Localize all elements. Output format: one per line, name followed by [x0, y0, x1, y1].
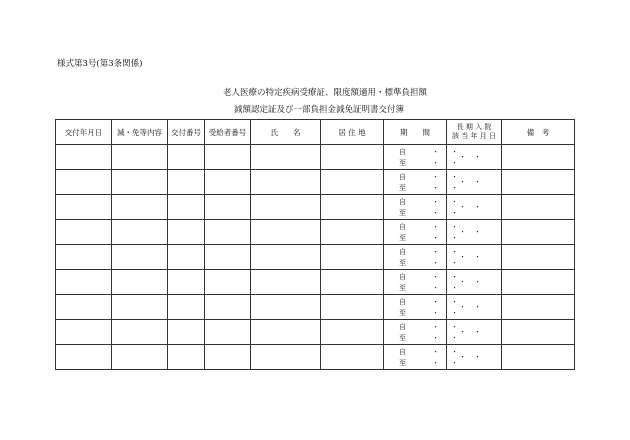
cell-issue-no[interactable] — [168, 320, 205, 345]
period-to-dots: ・・ — [432, 159, 470, 167]
long-stay-dots: ・・ — [459, 303, 489, 311]
period-to-label: 至 — [399, 334, 406, 342]
period-from-label: 自 — [399, 173, 406, 181]
cell-period[interactable] — [384, 220, 470, 245]
period-from-label: 自 — [399, 298, 406, 306]
period-from-dots: ・・ — [432, 198, 470, 206]
cell-name[interactable] — [251, 195, 321, 220]
header-period: 期 間 — [384, 120, 447, 145]
period-to-dots: ・・ — [432, 359, 470, 367]
long-stay-dots: ・・ — [459, 353, 489, 361]
cell-remarks[interactable] — [502, 220, 575, 245]
period-from-label: 自 — [399, 348, 406, 356]
header-date: 交付年月日 — [56, 120, 112, 145]
cell-period[interactable] — [384, 145, 470, 170]
cell-remarks[interactable] — [502, 295, 575, 320]
cell-date[interactable] — [56, 295, 112, 320]
issuance-register-table — [55, 119, 575, 370]
period-from-label: 自 — [399, 273, 406, 281]
cell-address[interactable] — [321, 220, 384, 245]
cell-date[interactable] — [56, 220, 112, 245]
period-to-dots: ・・ — [432, 334, 470, 342]
cell-name[interactable] — [251, 320, 321, 345]
cell-reduction[interactable] — [112, 145, 168, 170]
cell-address[interactable] — [321, 145, 384, 170]
period-from-dots: ・・ — [432, 323, 470, 331]
cell-remarks[interactable] — [502, 145, 575, 170]
cell-period[interactable] — [384, 320, 470, 345]
cell-remarks[interactable] — [502, 245, 575, 270]
header-long-stay — [447, 120, 502, 145]
period-to-label: 至 — [399, 309, 406, 317]
period-from-dots: ・・ — [432, 273, 470, 281]
cell-name[interactable] — [251, 145, 321, 170]
form-number: 様式第3号(第3条関係) — [57, 59, 143, 69]
cell-reduction[interactable] — [112, 245, 168, 270]
cell-reduction[interactable] — [112, 295, 168, 320]
cell-recipient-no[interactable] — [205, 270, 251, 295]
period-from-dots: ・・ — [432, 148, 470, 156]
cell-recipient-no[interactable] — [205, 320, 251, 345]
period-to-dots: ・・ — [432, 284, 470, 292]
period-from-label: 自 — [399, 223, 406, 231]
period-from-dots: ・・ — [432, 348, 470, 356]
period-from-dots: ・・ — [432, 223, 470, 231]
cell-address[interactable] — [321, 195, 384, 220]
cell-period[interactable] — [384, 170, 470, 195]
period-to-label: 至 — [399, 259, 406, 267]
cell-date[interactable] — [56, 170, 112, 195]
cell-name[interactable] — [251, 245, 321, 270]
cell-issue-no[interactable] — [168, 270, 205, 295]
cell-date[interactable] — [56, 195, 112, 220]
cell-name[interactable] — [251, 295, 321, 320]
period-from-dots: ・・ — [432, 173, 470, 181]
period-from-dots: ・・ — [432, 298, 470, 306]
cell-issue-no[interactable] — [168, 145, 205, 170]
cell-date[interactable] — [56, 245, 112, 270]
table-row — [56, 195, 575, 220]
cell-recipient-no[interactable] — [205, 345, 251, 370]
header-name: 氏 名 — [251, 120, 321, 145]
cell-address[interactable] — [321, 170, 384, 195]
cell-name[interactable] — [251, 270, 321, 295]
cell-reduction[interactable] — [112, 345, 168, 370]
table-row — [56, 270, 575, 295]
cell-reduction[interactable] — [112, 320, 168, 345]
long-stay-dots: ・・ — [459, 178, 489, 186]
header-reduction: 減・免等内容 — [112, 120, 168, 145]
cell-issue-no[interactable] — [168, 345, 205, 370]
period-to-dots: ・・ — [432, 184, 470, 192]
cell-reduction[interactable] — [112, 270, 168, 295]
cell-address[interactable] — [321, 295, 384, 320]
cell-recipient-no[interactable] — [205, 245, 251, 270]
cell-name[interactable] — [251, 220, 321, 245]
cell-period[interactable] — [384, 270, 470, 295]
long-stay-dots: ・・ — [459, 278, 489, 286]
period-to-label: 至 — [399, 284, 406, 292]
period-from-label: 自 — [399, 148, 406, 156]
cell-recipient-no[interactable] — [205, 195, 251, 220]
cell-remarks[interactable] — [502, 195, 575, 220]
table-row — [56, 170, 575, 195]
period-from-label: 自 — [399, 248, 406, 256]
cell-recipient-no[interactable] — [205, 170, 251, 195]
table-row — [56, 345, 575, 370]
header-recipient-no: 受給者番号 — [205, 120, 251, 145]
title-line-1: 老人医療の特定疾病受療証、限度額適用・標準負担額 — [222, 88, 427, 98]
cell-remarks[interactable] — [502, 270, 575, 295]
cell-period[interactable] — [384, 345, 470, 370]
cell-period[interactable] — [384, 295, 470, 320]
cell-remarks[interactable] — [502, 170, 575, 195]
header-issue-no: 交付番号 — [168, 120, 205, 145]
long-stay-dots: ・・ — [459, 253, 489, 261]
cell-address[interactable] — [321, 245, 384, 270]
cell-remarks[interactable] — [502, 320, 575, 345]
table-row — [56, 245, 575, 270]
table-row — [56, 320, 575, 345]
period-from-label: 自 — [399, 198, 406, 206]
table-row — [56, 145, 575, 170]
period-from-dots: ・・ — [432, 248, 470, 256]
header-long-stay-line2: 該 当 年 月 日 — [452, 132, 496, 140]
long-stay-dots: ・・ — [459, 153, 489, 161]
cell-period[interactable] — [384, 245, 470, 270]
long-stay-dots: ・・ — [459, 328, 489, 336]
table-row — [56, 220, 575, 245]
cell-recipient-no[interactable] — [205, 220, 251, 245]
period-to-dots: ・・ — [432, 234, 470, 242]
cell-reduction[interactable] — [112, 220, 168, 245]
cell-date[interactable] — [56, 320, 112, 345]
cell-reduction[interactable] — [112, 195, 168, 220]
table-row — [56, 295, 575, 320]
period-to-dots: ・・ — [432, 209, 470, 217]
title-line-2: 減額認定証及び一部負担金減免証明書交付簿 — [233, 105, 404, 115]
long-stay-dots: ・・ — [459, 203, 489, 211]
cell-remarks[interactable] — [502, 345, 575, 370]
cell-address[interactable] — [321, 270, 384, 295]
period-to-dots: ・・ — [432, 259, 470, 267]
cell-issue-no[interactable] — [168, 170, 205, 195]
cell-issue-no[interactable] — [168, 245, 205, 270]
cell-recipient-no[interactable] — [205, 145, 251, 170]
long-stay-dots: ・・ — [459, 228, 489, 236]
cell-issue-no[interactable] — [168, 295, 205, 320]
cell-period[interactable] — [384, 195, 470, 220]
cell-address[interactable] — [321, 320, 384, 345]
cell-date[interactable] — [56, 345, 112, 370]
cell-date[interactable] — [56, 145, 112, 170]
header-remarks: 備 考 — [502, 120, 575, 145]
cell-name[interactable] — [251, 345, 321, 370]
cell-date[interactable] — [56, 270, 112, 295]
period-to-label: 至 — [399, 159, 406, 167]
period-from-label: 自 — [399, 323, 406, 331]
period-to-label: 至 — [399, 359, 406, 367]
cell-issue-no[interactable] — [168, 195, 205, 220]
header-address: 居 住 地 — [321, 120, 384, 145]
cell-name[interactable] — [251, 170, 321, 195]
period-to-label: 至 — [399, 234, 406, 242]
cell-issue-no[interactable] — [168, 220, 205, 245]
cell-recipient-no[interactable] — [205, 295, 251, 320]
period-to-dots: ・・ — [432, 309, 470, 317]
cell-address[interactable] — [321, 345, 384, 370]
header-row — [56, 120, 575, 145]
period-to-label: 至 — [399, 209, 406, 217]
cell-reduction[interactable] — [112, 170, 168, 195]
period-to-label: 至 — [399, 184, 406, 192]
header-long-stay-line1: 長 期 入 院 — [456, 123, 492, 131]
